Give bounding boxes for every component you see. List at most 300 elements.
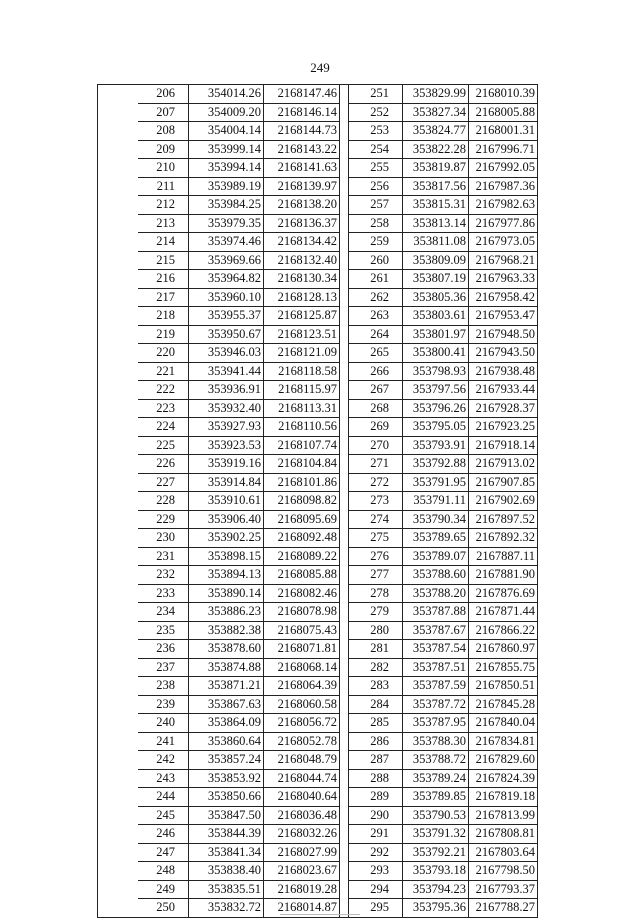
x-coordinate-cell: 353894.13 xyxy=(189,566,264,585)
column-gap-cell xyxy=(340,344,349,363)
point-number-cell: 215 xyxy=(138,251,189,270)
point-number-cell: 223 xyxy=(138,399,189,418)
point-number-cell: 222 xyxy=(138,381,189,400)
y-coordinate-cell: 2167829.60 xyxy=(469,751,538,770)
y-coordinate-cell: 2167881.90 xyxy=(469,566,538,585)
table-row xyxy=(98,85,538,104)
y-coordinate-cell: 2167855.75 xyxy=(469,658,538,677)
blank-cell xyxy=(98,732,138,751)
coordinate-table xyxy=(97,84,538,918)
y-coordinate-cell: 2167850.51 xyxy=(469,677,538,696)
y-coordinate-cell: 2168146.14 xyxy=(264,103,340,122)
y-coordinate-cell: 2167819.18 xyxy=(469,788,538,807)
blank-cell xyxy=(98,85,138,104)
x-coordinate-cell: 353829.99 xyxy=(403,85,469,104)
y-coordinate-cell: 2168118.58 xyxy=(264,362,340,381)
x-coordinate-cell: 353857.24 xyxy=(189,751,264,770)
y-coordinate-cell: 2168107.74 xyxy=(264,436,340,455)
point-number-cell: 231 xyxy=(138,547,189,566)
point-number-cell: 232 xyxy=(138,566,189,585)
point-number-cell: 295 xyxy=(349,899,403,918)
y-coordinate-cell: 2167860.97 xyxy=(469,640,538,659)
blank-cell xyxy=(98,288,138,307)
y-coordinate-cell: 2168095.69 xyxy=(264,510,340,529)
y-coordinate-cell: 2167871.44 xyxy=(469,603,538,622)
point-number-cell: 271 xyxy=(349,455,403,474)
x-coordinate-cell: 353788.30 xyxy=(403,732,469,751)
column-gap-cell xyxy=(340,251,349,270)
y-coordinate-cell: 2167968.21 xyxy=(469,251,538,270)
y-coordinate-cell: 2167977.86 xyxy=(469,214,538,233)
y-coordinate-cell: 2167803.64 xyxy=(469,843,538,862)
point-number-cell: 280 xyxy=(349,621,403,640)
y-coordinate-cell: 2168141.63 xyxy=(264,159,340,178)
table-row xyxy=(98,455,538,474)
x-coordinate-cell: 353960.10 xyxy=(189,288,264,307)
x-coordinate-cell: 353800.41 xyxy=(403,344,469,363)
table-row xyxy=(98,122,538,141)
y-coordinate-cell: 2167902.69 xyxy=(469,492,538,511)
point-number-cell: 294 xyxy=(349,880,403,899)
blank-cell xyxy=(98,862,138,881)
x-coordinate-cell: 353964.82 xyxy=(189,270,264,289)
y-coordinate-cell: 2167943.50 xyxy=(469,344,538,363)
table-row xyxy=(98,307,538,326)
x-coordinate-cell: 353787.51 xyxy=(403,658,469,677)
point-number-cell: 218 xyxy=(138,307,189,326)
y-coordinate-cell: 2167824.39 xyxy=(469,769,538,788)
x-coordinate-cell: 353914.84 xyxy=(189,473,264,492)
y-coordinate-cell: 2167992.05 xyxy=(469,159,538,178)
point-number-cell: 251 xyxy=(349,85,403,104)
column-gap-cell xyxy=(340,584,349,603)
x-coordinate-cell: 353850.66 xyxy=(189,788,264,807)
y-coordinate-cell: 2167845.28 xyxy=(469,695,538,714)
column-gap-cell xyxy=(340,843,349,862)
point-number-cell: 286 xyxy=(349,732,403,751)
x-coordinate-cell: 353803.61 xyxy=(403,307,469,326)
y-coordinate-cell: 2168125.87 xyxy=(264,307,340,326)
point-number-cell: 228 xyxy=(138,492,189,511)
point-number-cell: 262 xyxy=(349,288,403,307)
x-coordinate-cell: 353969.66 xyxy=(189,251,264,270)
x-coordinate-cell: 353923.53 xyxy=(189,436,264,455)
point-number-cell: 261 xyxy=(349,270,403,289)
y-coordinate-cell: 2168082.46 xyxy=(264,584,340,603)
y-coordinate-cell: 2168128.13 xyxy=(264,288,340,307)
footer-rule xyxy=(280,914,360,915)
table-row xyxy=(98,233,538,252)
x-coordinate-cell: 353898.15 xyxy=(189,547,264,566)
blank-cell xyxy=(98,621,138,640)
point-number-cell: 237 xyxy=(138,658,189,677)
column-gap-cell xyxy=(340,140,349,159)
column-gap-cell xyxy=(340,769,349,788)
y-coordinate-cell: 2167887.11 xyxy=(469,547,538,566)
point-number-cell: 264 xyxy=(349,325,403,344)
column-gap-cell xyxy=(340,177,349,196)
x-coordinate-cell: 353793.18 xyxy=(403,862,469,881)
column-gap-cell xyxy=(340,196,349,215)
point-number-cell: 254 xyxy=(349,140,403,159)
y-coordinate-cell: 2167876.69 xyxy=(469,584,538,603)
y-coordinate-cell: 2167866.22 xyxy=(469,621,538,640)
y-coordinate-cell: 2168136.37 xyxy=(264,214,340,233)
y-coordinate-cell: 2168092.48 xyxy=(264,529,340,548)
table-row xyxy=(98,677,538,696)
table-row xyxy=(98,640,538,659)
table-row xyxy=(98,806,538,825)
column-gap-cell xyxy=(340,880,349,899)
column-gap-cell xyxy=(340,640,349,659)
point-number-cell: 240 xyxy=(138,714,189,733)
y-coordinate-cell: 2167996.71 xyxy=(469,140,538,159)
point-number-cell: 236 xyxy=(138,640,189,659)
blank-cell xyxy=(98,140,138,159)
y-coordinate-cell: 2167938.48 xyxy=(469,362,538,381)
point-number-cell: 235 xyxy=(138,621,189,640)
point-number-cell: 272 xyxy=(349,473,403,492)
column-gap-cell xyxy=(340,288,349,307)
x-coordinate-cell: 353791.11 xyxy=(403,492,469,511)
y-coordinate-cell: 2168075.43 xyxy=(264,621,340,640)
x-coordinate-cell: 354009.20 xyxy=(189,103,264,122)
y-coordinate-cell: 2168044.74 xyxy=(264,769,340,788)
column-gap-cell xyxy=(340,621,349,640)
point-number-cell: 256 xyxy=(349,177,403,196)
point-number-cell: 247 xyxy=(138,843,189,862)
y-coordinate-cell: 2168056.72 xyxy=(264,714,340,733)
point-number-cell: 291 xyxy=(349,825,403,844)
x-coordinate-cell: 353790.34 xyxy=(403,510,469,529)
y-coordinate-cell: 2167798.50 xyxy=(469,862,538,881)
column-gap-cell xyxy=(340,381,349,400)
blank-cell xyxy=(98,584,138,603)
y-coordinate-cell: 2167840.04 xyxy=(469,714,538,733)
point-number-cell: 239 xyxy=(138,695,189,714)
table-row xyxy=(98,492,538,511)
table-row xyxy=(98,714,538,733)
y-coordinate-cell: 2167808.81 xyxy=(469,825,538,844)
point-number-cell: 270 xyxy=(349,436,403,455)
blank-cell xyxy=(98,510,138,529)
column-gap-cell xyxy=(340,695,349,714)
y-coordinate-cell: 2167933.44 xyxy=(469,381,538,400)
x-coordinate-cell: 353827.34 xyxy=(403,103,469,122)
y-coordinate-cell: 2167918.14 xyxy=(469,436,538,455)
x-coordinate-cell: 353787.67 xyxy=(403,621,469,640)
y-coordinate-cell: 2168027.99 xyxy=(264,843,340,862)
column-gap-cell xyxy=(340,788,349,807)
point-number-cell: 258 xyxy=(349,214,403,233)
table-row xyxy=(98,566,538,585)
blank-cell xyxy=(98,769,138,788)
y-coordinate-cell: 2168001.31 xyxy=(469,122,538,141)
point-number-cell: 216 xyxy=(138,270,189,289)
point-number-cell: 276 xyxy=(349,547,403,566)
x-coordinate-cell: 353788.72 xyxy=(403,751,469,770)
x-coordinate-cell: 353809.09 xyxy=(403,251,469,270)
x-coordinate-cell: 353867.63 xyxy=(189,695,264,714)
x-coordinate-cell: 353815.31 xyxy=(403,196,469,215)
x-coordinate-cell: 353787.54 xyxy=(403,640,469,659)
y-coordinate-cell: 2167982.63 xyxy=(469,196,538,215)
point-number-cell: 230 xyxy=(138,529,189,548)
point-number-cell: 212 xyxy=(138,196,189,215)
point-number-cell: 290 xyxy=(349,806,403,825)
blank-cell xyxy=(98,880,138,899)
column-gap-cell xyxy=(340,122,349,141)
table-row xyxy=(98,473,538,492)
x-coordinate-cell: 353797.56 xyxy=(403,381,469,400)
x-coordinate-cell: 353984.25 xyxy=(189,196,264,215)
point-number-cell: 287 xyxy=(349,751,403,770)
x-coordinate-cell: 353792.21 xyxy=(403,843,469,862)
blank-cell xyxy=(98,362,138,381)
blank-cell xyxy=(98,381,138,400)
y-coordinate-cell: 2168014.87 xyxy=(264,899,340,918)
table-row xyxy=(98,843,538,862)
point-number-cell: 244 xyxy=(138,788,189,807)
x-coordinate-cell: 353989.19 xyxy=(189,177,264,196)
table-row xyxy=(98,547,538,566)
column-gap-cell xyxy=(340,159,349,178)
column-gap-cell xyxy=(340,547,349,566)
x-coordinate-cell: 353813.14 xyxy=(403,214,469,233)
y-coordinate-cell: 2168143.22 xyxy=(264,140,340,159)
x-coordinate-cell: 353847.50 xyxy=(189,806,264,825)
y-coordinate-cell: 2168132.40 xyxy=(264,251,340,270)
y-coordinate-cell: 2167907.85 xyxy=(469,473,538,492)
x-coordinate-cell: 353950.67 xyxy=(189,325,264,344)
x-coordinate-cell: 353790.53 xyxy=(403,806,469,825)
column-gap-cell xyxy=(340,751,349,770)
blank-cell xyxy=(98,214,138,233)
point-number-cell: 283 xyxy=(349,677,403,696)
x-coordinate-cell: 353794.23 xyxy=(403,880,469,899)
blank-cell xyxy=(98,122,138,141)
table-row xyxy=(98,788,538,807)
x-coordinate-cell: 353795.05 xyxy=(403,418,469,437)
blank-cell xyxy=(98,492,138,511)
column-gap-cell xyxy=(340,214,349,233)
table-row xyxy=(98,436,538,455)
y-coordinate-cell: 2167913.02 xyxy=(469,455,538,474)
point-number-cell: 266 xyxy=(349,362,403,381)
point-number-cell: 267 xyxy=(349,381,403,400)
blank-cell xyxy=(98,640,138,659)
y-coordinate-cell: 2168019.28 xyxy=(264,880,340,899)
column-gap-cell xyxy=(340,862,349,881)
blank-cell xyxy=(98,325,138,344)
x-coordinate-cell: 353932.40 xyxy=(189,399,264,418)
y-coordinate-cell: 2167788.27 xyxy=(469,899,538,918)
point-number-cell: 284 xyxy=(349,695,403,714)
y-coordinate-cell: 2168104.84 xyxy=(264,455,340,474)
blank-cell xyxy=(98,788,138,807)
y-coordinate-cell: 2168101.86 xyxy=(264,473,340,492)
blank-cell xyxy=(98,418,138,437)
blank-cell xyxy=(98,159,138,178)
blank-cell xyxy=(98,455,138,474)
blank-cell xyxy=(98,177,138,196)
point-number-cell: 234 xyxy=(138,603,189,622)
blank-cell xyxy=(98,603,138,622)
x-coordinate-cell: 353817.56 xyxy=(403,177,469,196)
x-coordinate-cell: 353902.25 xyxy=(189,529,264,548)
table-row xyxy=(98,177,538,196)
x-coordinate-cell: 353864.09 xyxy=(189,714,264,733)
table-row xyxy=(98,825,538,844)
column-gap-cell xyxy=(340,270,349,289)
x-coordinate-cell: 353955.37 xyxy=(189,307,264,326)
x-coordinate-cell: 353927.93 xyxy=(189,418,264,437)
point-number-cell: 224 xyxy=(138,418,189,437)
x-coordinate-cell: 353795.36 xyxy=(403,899,469,918)
point-number-cell: 210 xyxy=(138,159,189,178)
y-coordinate-cell: 2167892.32 xyxy=(469,529,538,548)
point-number-cell: 293 xyxy=(349,862,403,881)
x-coordinate-cell: 353792.88 xyxy=(403,455,469,474)
page-number: 249 xyxy=(310,60,330,75)
y-coordinate-cell: 2167958.42 xyxy=(469,288,538,307)
x-coordinate-cell: 353946.03 xyxy=(189,344,264,363)
column-gap-cell xyxy=(340,362,349,381)
table-row xyxy=(98,603,538,622)
y-coordinate-cell: 2167953.47 xyxy=(469,307,538,326)
table-row xyxy=(98,196,538,215)
x-coordinate-cell: 353811.08 xyxy=(403,233,469,252)
point-number-cell: 207 xyxy=(138,103,189,122)
column-gap-cell xyxy=(340,492,349,511)
x-coordinate-cell: 353878.60 xyxy=(189,640,264,659)
table-row xyxy=(98,251,538,270)
y-coordinate-cell: 2168138.20 xyxy=(264,196,340,215)
y-coordinate-cell: 2168040.64 xyxy=(264,788,340,807)
point-number-cell: 273 xyxy=(349,492,403,511)
x-coordinate-cell: 353807.19 xyxy=(403,270,469,289)
x-coordinate-cell: 353974.46 xyxy=(189,233,264,252)
x-coordinate-cell: 353910.61 xyxy=(189,492,264,511)
x-coordinate-cell: 354004.14 xyxy=(189,122,264,141)
blank-cell xyxy=(98,843,138,862)
point-number-cell: 292 xyxy=(349,843,403,862)
y-coordinate-cell: 2167973.05 xyxy=(469,233,538,252)
point-number-cell: 217 xyxy=(138,288,189,307)
blank-cell xyxy=(98,751,138,770)
x-coordinate-cell: 353789.24 xyxy=(403,769,469,788)
point-number-cell: 241 xyxy=(138,732,189,751)
y-coordinate-cell: 2168010.39 xyxy=(469,85,538,104)
column-gap-cell xyxy=(340,529,349,548)
blank-cell xyxy=(98,196,138,215)
column-gap-cell xyxy=(340,233,349,252)
table-row xyxy=(98,103,538,122)
blank-cell xyxy=(98,233,138,252)
point-number-cell: 214 xyxy=(138,233,189,252)
blank-cell xyxy=(98,658,138,677)
x-coordinate-cell: 353941.44 xyxy=(189,362,264,381)
x-coordinate-cell: 353824.77 xyxy=(403,122,469,141)
point-number-cell: 278 xyxy=(349,584,403,603)
table-row xyxy=(98,288,538,307)
blank-cell xyxy=(98,714,138,733)
y-coordinate-cell: 2168068.14 xyxy=(264,658,340,677)
point-number-cell: 221 xyxy=(138,362,189,381)
y-coordinate-cell: 2167813.99 xyxy=(469,806,538,825)
table-row xyxy=(98,529,538,548)
point-number-cell: 226 xyxy=(138,455,189,474)
x-coordinate-cell: 353871.21 xyxy=(189,677,264,696)
y-coordinate-cell: 2167897.52 xyxy=(469,510,538,529)
point-number-cell: 277 xyxy=(349,566,403,585)
y-coordinate-cell: 2168064.39 xyxy=(264,677,340,696)
column-gap-cell xyxy=(340,658,349,677)
column-gap-cell xyxy=(340,566,349,585)
table-row xyxy=(98,362,538,381)
x-coordinate-cell: 353835.51 xyxy=(189,880,264,899)
point-number-cell: 208 xyxy=(138,122,189,141)
table-row xyxy=(98,418,538,437)
blank-cell xyxy=(98,806,138,825)
x-coordinate-cell: 353890.14 xyxy=(189,584,264,603)
x-coordinate-cell: 353919.16 xyxy=(189,455,264,474)
table-row xyxy=(98,658,538,677)
coordinate-table-body xyxy=(98,85,538,918)
point-number-cell: 220 xyxy=(138,344,189,363)
column-gap-cell xyxy=(340,399,349,418)
blank-cell xyxy=(98,307,138,326)
point-number-cell: 209 xyxy=(138,140,189,159)
y-coordinate-cell: 2168089.22 xyxy=(264,547,340,566)
point-number-cell: 250 xyxy=(138,899,189,918)
x-coordinate-cell: 353886.23 xyxy=(189,603,264,622)
y-coordinate-cell: 2168134.42 xyxy=(264,233,340,252)
table-row xyxy=(98,270,538,289)
table-row xyxy=(98,880,538,899)
y-coordinate-cell: 2168115.97 xyxy=(264,381,340,400)
point-number-cell: 281 xyxy=(349,640,403,659)
column-gap-cell xyxy=(340,677,349,696)
table-row xyxy=(98,695,538,714)
column-gap-cell xyxy=(340,825,349,844)
x-coordinate-cell: 353787.88 xyxy=(403,603,469,622)
point-number-cell: 243 xyxy=(138,769,189,788)
x-coordinate-cell: 353791.32 xyxy=(403,825,469,844)
y-coordinate-cell: 2167928.37 xyxy=(469,399,538,418)
x-coordinate-cell: 353789.07 xyxy=(403,547,469,566)
point-number-cell: 242 xyxy=(138,751,189,770)
blank-cell xyxy=(98,436,138,455)
y-coordinate-cell: 2168121.09 xyxy=(264,344,340,363)
blank-cell xyxy=(98,270,138,289)
table-row xyxy=(98,621,538,640)
blank-cell xyxy=(98,566,138,585)
y-coordinate-cell: 2167963.33 xyxy=(469,270,538,289)
y-coordinate-cell: 2168144.73 xyxy=(264,122,340,141)
y-coordinate-cell: 2168139.97 xyxy=(264,177,340,196)
x-coordinate-cell: 353874.88 xyxy=(189,658,264,677)
blank-cell xyxy=(98,677,138,696)
column-gap-cell xyxy=(340,103,349,122)
table-row xyxy=(98,510,538,529)
y-coordinate-cell: 2168032.26 xyxy=(264,825,340,844)
y-coordinate-cell: 2167987.36 xyxy=(469,177,538,196)
point-number-cell: 246 xyxy=(138,825,189,844)
y-coordinate-cell: 2168036.48 xyxy=(264,806,340,825)
point-number-cell: 282 xyxy=(349,658,403,677)
column-gap-cell xyxy=(340,510,349,529)
